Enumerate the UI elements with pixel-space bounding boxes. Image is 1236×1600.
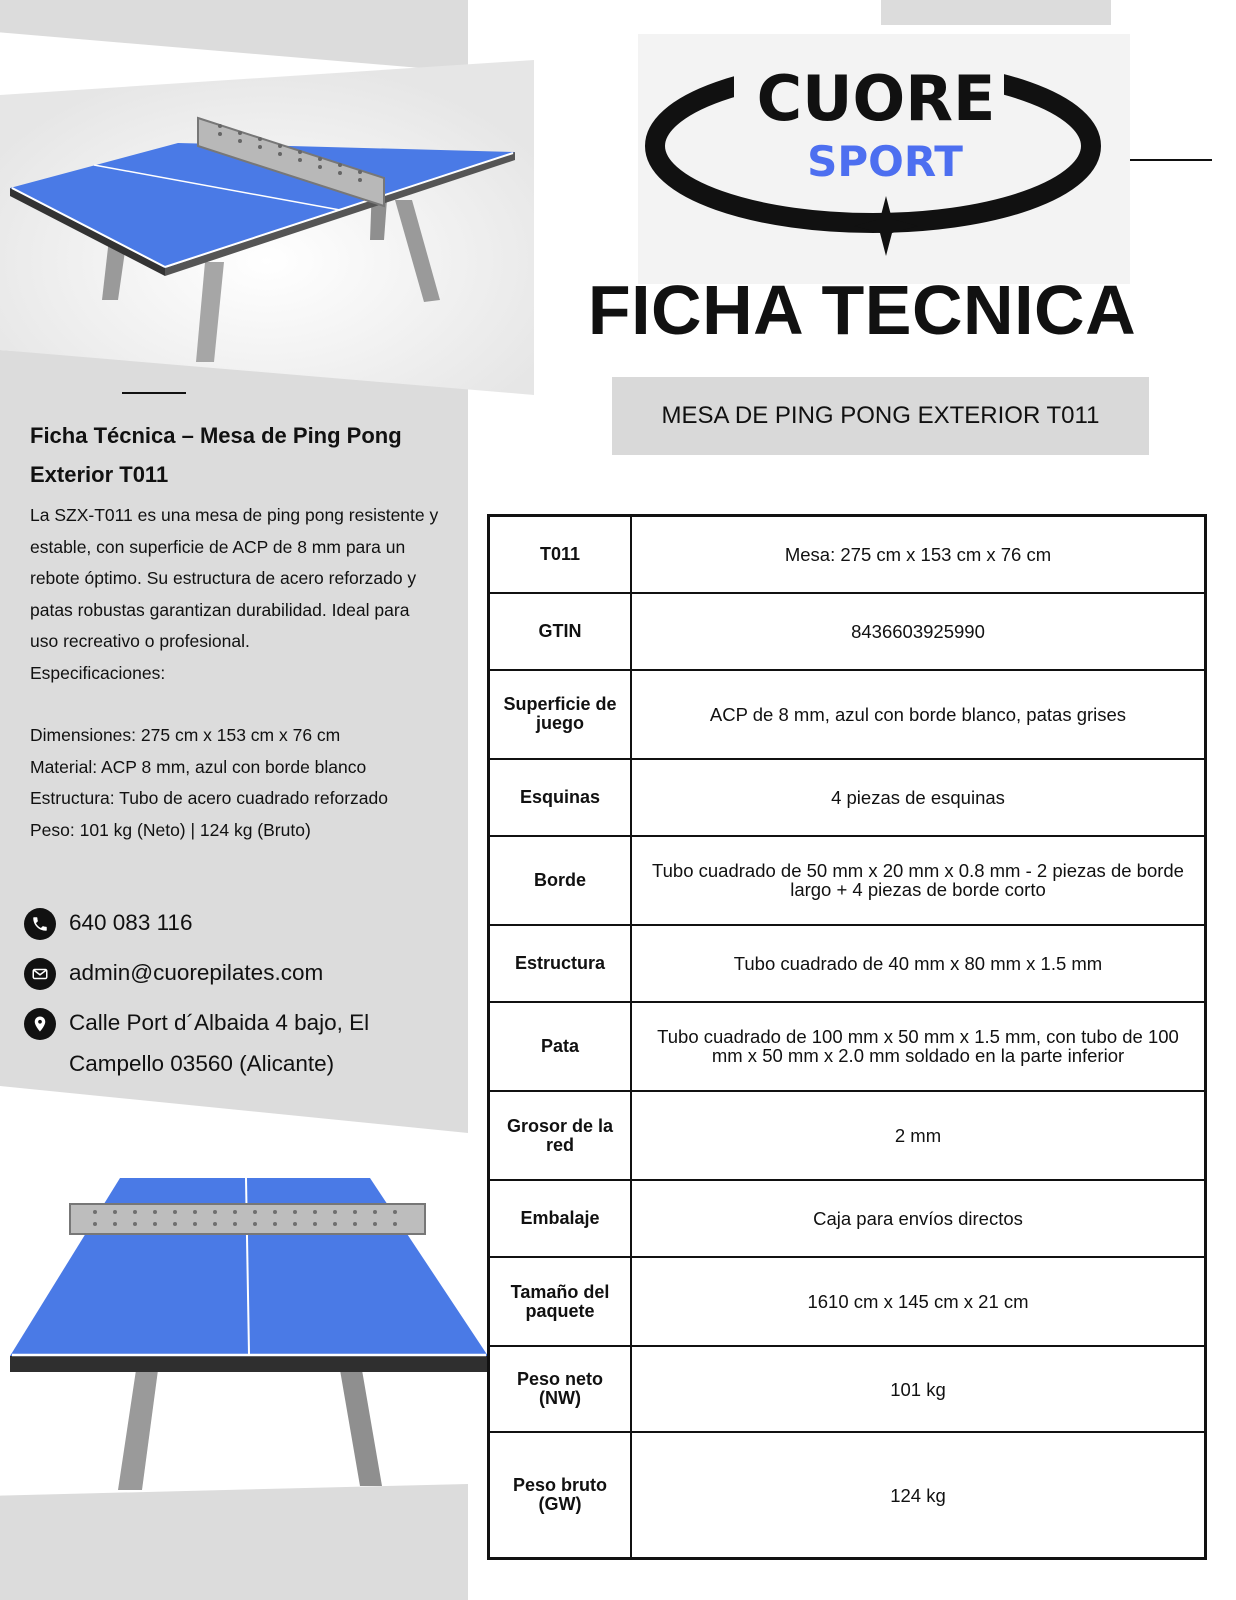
top-decorative-bar — [881, 0, 1111, 25]
logo-panel — [638, 34, 1130, 284]
specs-label: Especificaciones: — [30, 662, 166, 683]
ping-pong-table-image-bottom — [0, 1160, 490, 1490]
email-icon — [24, 958, 56, 990]
page-title: FICHA TECNICA — [587, 271, 1137, 349]
logo-decorative-line — [1130, 159, 1212, 161]
contact-section — [24, 902, 444, 1093]
contact-phone — [24, 902, 444, 943]
location-pin-icon — [24, 1008, 56, 1040]
spec-table — [487, 514, 1207, 1560]
spec-value: 2 mm — [631, 1091, 1206, 1180]
spec-value: 1610 cm x 145 cm x 21 cm — [631, 1257, 1206, 1346]
spec-value: 8436603925990 — [631, 593, 1206, 670]
spec-value: Tubo cuadrado de 40 mm x 80 mm x 1.5 mm — [631, 925, 1206, 1002]
product-name-banner — [612, 377, 1149, 455]
email-address[interactable]: admin@cuorepilates.com — [69, 960, 324, 985]
spec-item-dimensions: Dimensiones: 275 cm x 153 cm x 76 cm — [30, 725, 341, 745]
table-row — [489, 1180, 1206, 1257]
spec-key: Peso neto (NW) — [489, 1346, 632, 1432]
table-row — [489, 1257, 1206, 1346]
table-row — [489, 1002, 1206, 1091]
spec-value: Mesa: 275 cm x 153 cm x 76 cm — [631, 516, 1206, 593]
contact-email — [24, 952, 444, 993]
spec-key: Pata — [489, 1002, 632, 1091]
logo-brand-bottom: SPORT — [807, 137, 963, 186]
spec-key: Peso bruto (GW) — [489, 1432, 632, 1558]
spec-value: Tubo cuadrado de 100 mm x 50 mm x 1.5 mm, con tubo de 100 mm x 50 mm x 2.0 mm soldado en la parte inferior — [631, 1002, 1206, 1091]
spec-item-material: Material: ACP 8 mm, azul con borde blanco — [30, 756, 367, 777]
spec-key: Borde — [489, 836, 632, 925]
table-row — [489, 925, 1206, 1002]
star-icon — [854, 196, 918, 256]
spec-value: Caja para envíos directos — [631, 1180, 1206, 1257]
cuore-sport-logo — [638, 34, 1130, 284]
spec-value: 101 kg — [631, 1346, 1206, 1432]
spec-item-weight: Peso: 101 kg (Neto) | 124 kg (Bruto) — [30, 819, 311, 840]
spec-item-structure: Estructura: Tubo de acero cuadrado reforzado — [30, 788, 388, 808]
spec-value: ACP de 8 mm, azul con borde blanco, patas grises — [631, 670, 1206, 759]
table-row — [489, 836, 1206, 925]
spec-key: T011 — [489, 516, 632, 593]
spec-key: Esquinas — [489, 759, 632, 836]
intro-section — [30, 416, 440, 846]
spec-value: 124 kg — [631, 1432, 1206, 1558]
table-row — [489, 593, 1206, 670]
background-shape-bottom — [0, 1484, 468, 1600]
table-row — [489, 1346, 1206, 1432]
intro-description: La SZX-T011 es una mesa de ping pong resistente y estable, con superficie de ACP de 8 mm para un rebote óptimo. Su estructura de acero reforzado y patas robustas garantizan durabilidad. Ideal para uso recreativo o profesional. — [30, 505, 439, 651]
table-row — [489, 1432, 1206, 1558]
spec-key: Estructura — [489, 925, 632, 1002]
table-row — [489, 670, 1206, 759]
spec-value: 4 piezas de esquinas — [631, 759, 1206, 836]
contact-address — [24, 1002, 444, 1084]
table-row — [489, 759, 1206, 836]
phone-icon — [24, 908, 56, 940]
intro-divider — [122, 392, 186, 394]
spec-key: Tamaño del paquete — [489, 1257, 632, 1346]
spec-key: Superficie de juego — [489, 670, 632, 759]
spec-key: Embalaje — [489, 1180, 632, 1257]
spec-key: Grosor de la red — [489, 1091, 632, 1180]
logo-brand-top: CUORE — [756, 62, 996, 135]
street-address: Calle Port d´Albaida 4 bajo, El Campello 03560 (Alicante) — [69, 1010, 370, 1076]
phone-number[interactable]: 640 083 116 — [69, 910, 193, 935]
intro-heading: Ficha Técnica – Mesa de Ping Pong Exterior T011 — [30, 423, 402, 487]
table-row — [489, 516, 1206, 593]
table-row — [489, 1091, 1206, 1180]
spec-value: Tubo cuadrado de 50 mm x 20 mm x 0.8 mm - 2 piezas de borde largo + 4 piezas de borde corto — [631, 836, 1206, 925]
product-name: MESA DE PING PONG EXTERIOR T011 — [661, 402, 1100, 429]
spec-key: GTIN — [489, 593, 632, 670]
ping-pong-table-image-top — [0, 0, 534, 400]
